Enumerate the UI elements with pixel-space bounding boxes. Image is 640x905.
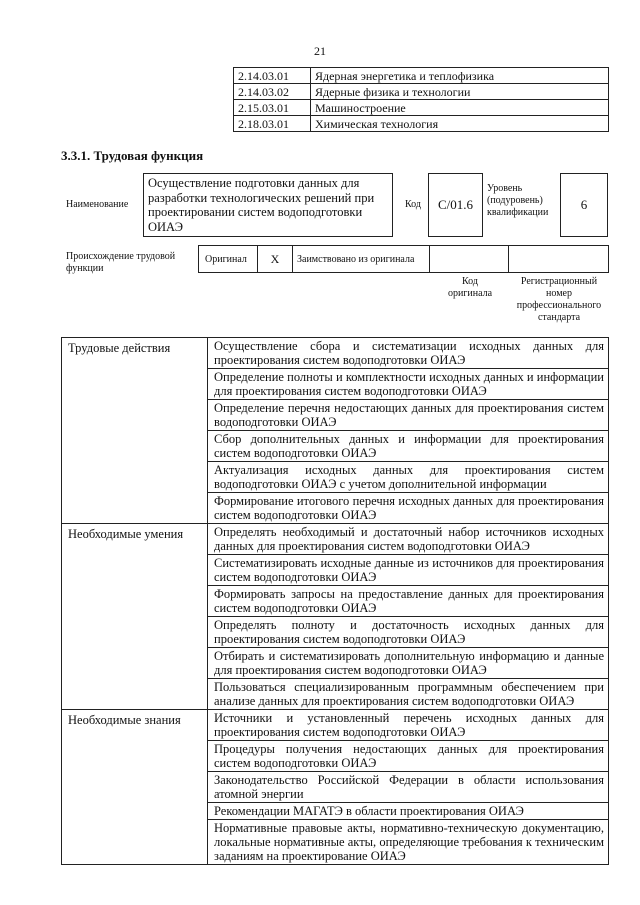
requirement-item: Определение перечня недостающих данных для проектирования систем водоподготовки ОИАЭ <box>208 400 609 431</box>
category-cell: Необходимые умения <box>62 524 208 710</box>
table-row <box>62 524 609 555</box>
specialty-name: Ядерные физика и технологии <box>311 84 609 100</box>
requirement-item: Систематизировать исходные данные из источников для проектирования систем водоподготовки ОИАЭ <box>208 555 609 586</box>
requirements-table <box>61 337 609 865</box>
category-cell: Трудовые действия <box>62 338 208 524</box>
requirement-item: Формировать запросы на предоставление данных для проектирования систем водоподготовки ОИАЭ <box>208 586 609 617</box>
qualification-level-box: 6 <box>560 173 608 237</box>
specialty-codes-table <box>61 67 609 132</box>
origin-borrowed-cell: Заимствовано из оригинала <box>292 245 430 273</box>
specialty-name: Химическая технология <box>311 116 609 132</box>
requirement-item: Осуществление сбора и систематизации исходных данных для проектирования систем водоподготовки ОИАЭ <box>208 338 609 369</box>
requirement-item: Рекомендации МАГАТЭ в области проектирования ОИАЭ <box>208 803 609 820</box>
code-label: Код <box>405 199 421 210</box>
requirement-item: Пользоваться специализированным программным обеспечением при анализе данных для проектирования систем водоподготовки ОИАЭ <box>208 679 609 710</box>
function-name-box: Осуществление подготовки данных для разработки технологических решений при проектировании систем водоподготовки ОИАЭ <box>143 173 393 237</box>
specialty-code: 2.15.03.01 <box>234 100 311 116</box>
origin-reg-number-cell <box>508 245 609 273</box>
requirement-item: Процедуры получения недостающих данных для проектирования систем водоподготовки ОИАЭ <box>208 741 609 772</box>
requirement-item: Источники и установленный перечень исходных данных для проектирования систем водоподготовки ОИАЭ <box>208 710 609 741</box>
code-original-caption: Код оригинала <box>447 276 493 299</box>
requirement-item: Законодательство Российской Федерации в области использования атомной энергии <box>208 772 609 803</box>
requirement-item: Определять полноту и достаточность исходных данных для проектирования систем водоподготовки ОИАЭ <box>208 617 609 648</box>
origin-row <box>198 245 609 273</box>
level-label: Уровень (подуровень) квалификации <box>487 183 549 218</box>
table-row <box>61 68 609 84</box>
requirement-item: Нормативные правовые акты, нормативно-техническую документацию, локальные нормативные акты, определяющие требования к техническим заданиям на проектирование ОИАЭ <box>208 820 609 865</box>
specialty-code: 2.14.03.02 <box>234 84 311 100</box>
requirement-item: Определение полноты и комплектности исходных данных и информации для проектирования систем водоподготовки ОИАЭ <box>208 369 609 400</box>
section-title: 3.3.1. Трудовая функция <box>61 148 204 163</box>
requirement-item: Сбор дополнительных данных и информации для проектирования систем водоподготовки ОИАЭ <box>208 431 609 462</box>
specialty-code: 2.18.03.01 <box>234 116 311 132</box>
requirement-item: Отбирать и систематизировать дополнительную информацию и данные для проектирования систем водоподготовки ОИАЭ <box>208 648 609 679</box>
table-row <box>62 710 609 741</box>
requirement-item: Определять необходимый и достаточный набор источников исходных данных для проектирования систем водоподготовки ОИАЭ <box>208 524 609 555</box>
specialty-name: Ядерная энергетика и теплофизика <box>311 68 609 84</box>
category-cell: Необходимые знания <box>62 710 208 865</box>
reg-number-caption: Регистрационный номер профессионального стандарта <box>516 276 602 323</box>
specialty-code: 2.14.03.01 <box>234 68 311 84</box>
page-number: 21 <box>314 44 326 58</box>
name-label: Наименование <box>66 199 129 210</box>
origin-code-cell <box>429 245 509 273</box>
requirement-item: Актуализация исходных данных для проектирования систем водоподготовки ОИАЭ с учетом дополнительной информации <box>208 462 609 493</box>
origin-original-cell: Оригинал <box>198 245 258 273</box>
requirement-item: Формирование итогового перечня исходных данных для проектирования систем водоподготовки ОИАЭ <box>208 493 609 524</box>
table-row <box>62 338 609 369</box>
origin-mark-cell: X <box>257 245 293 273</box>
function-code-box: С/01.6 <box>428 173 483 237</box>
origin-label: Происхождение трудовой функции <box>66 251 176 274</box>
specialty-name: Машиностроение <box>311 100 609 116</box>
